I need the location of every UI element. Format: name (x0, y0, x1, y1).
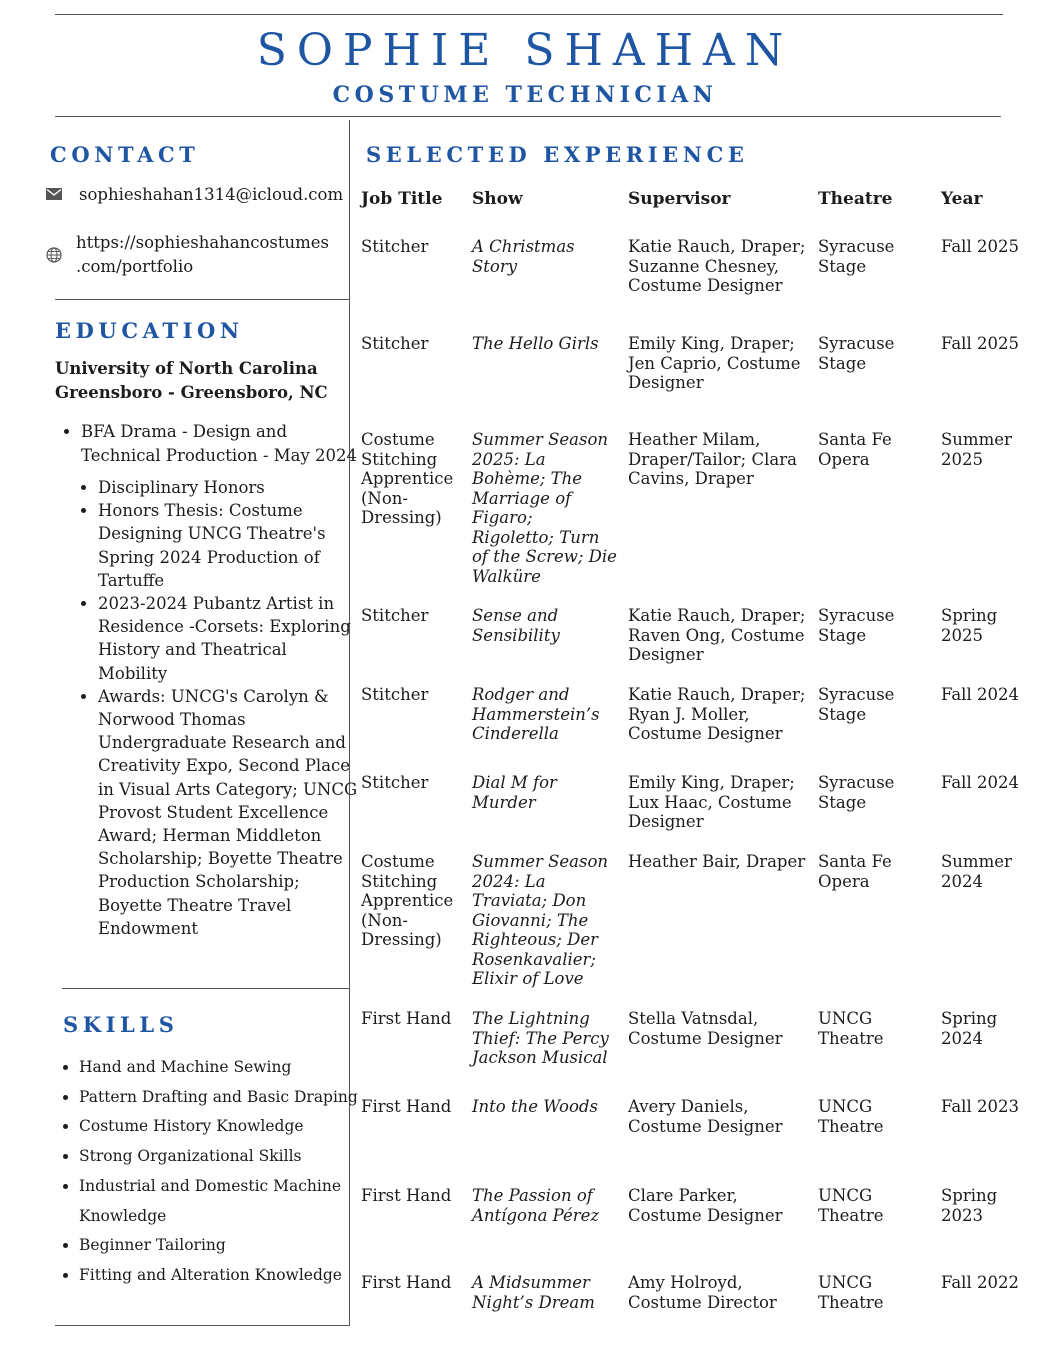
school-line-1: University of North Carolina (55, 359, 318, 378)
education-detail: • Disciplinary Honors (98, 476, 361, 499)
education-list (62, 420, 361, 940)
education-detail: • Honors Thesis: Costume Designing UNCG Theatre's Spring 2024 Production of Tartuffe (98, 499, 361, 592)
show-cell: Dial M for Murder (472, 773, 557, 812)
supervisor-cell: Emily King, Draper; Jen Caprio, Costume Designer (628, 334, 801, 392)
show-cell: The Passion of Antígona Pérez (472, 1186, 600, 1225)
resume-title: COSTUME TECHNICIAN (332, 82, 718, 108)
contact-email[interactable]: sophieshahan1314@icloud.com (79, 185, 344, 204)
skills-rule (55, 1325, 349, 1326)
job-title-cell: Costume Stitching Apprentice (Non-Dressing) (361, 430, 454, 527)
website-line-1: https://sophieshahancostumes (76, 233, 330, 252)
degree-text: BFA Drama - Design and Technical Production - May 2024 (81, 422, 358, 465)
year-cell: Summer 2025 (941, 430, 1012, 469)
supervisor-cell: Stella Vatnsdal, Costume Designer (628, 1009, 783, 1048)
education-rule (62, 988, 349, 989)
supervisor-cell: Heather Milam, Draper/Tailor; Clara Cavins, Draper (628, 430, 797, 488)
supervisor-cell: Emily King, Draper; Lux Haac, Costume Designer (628, 773, 795, 831)
show-cell: Into the Woods (472, 1097, 598, 1116)
degree-item (81, 420, 361, 940)
globe-icon (46, 247, 62, 267)
supervisor-cell: Katie Rauch, Draper; Suzanne Chesney, Costume Designer (628, 237, 806, 295)
year-cell: Fall 2025 (941, 237, 1019, 256)
column-header-job-title: Job Title (361, 189, 443, 209)
skill-item: • Industrial and Domestic Machine Knowledge (79, 1172, 364, 1231)
education-detail: • Awards: UNCG's Carolyn & Norwood Thomas Undergraduate Research and Creativity Expo, Second Place in Visual Arts Category; UNCG Provost Student Excellence Award; Herman Middleton Scholarship; Boyette Theatre Production Scholarship; Boyette Theatre Travel Endowment (98, 685, 361, 940)
theatre-cell: UNCG Theatre (818, 1097, 884, 1136)
theatre-cell: Santa Fe Opera (818, 852, 892, 891)
job-title-cell: First Hand (361, 1097, 452, 1116)
show-cell: Rodger and Hammerstein’s Cinderella (472, 685, 600, 743)
skills-list (60, 1053, 364, 1291)
column-header-theatre: Theatre (818, 189, 893, 209)
year-cell: Spring 2025 (941, 606, 998, 645)
show-cell: A Midsummer Night’s Dream (472, 1273, 595, 1312)
skill-item: • Beginner Tailoring (79, 1231, 364, 1261)
experience-heading: SELECTED EXPERIENCE (366, 142, 749, 167)
skill-item: • Fitting and Alteration Knowledge (79, 1261, 364, 1291)
show-cell: The Lightning Thief: The Percy Jackson Musical (472, 1009, 609, 1067)
theatre-cell: UNCG Theatre (818, 1009, 884, 1048)
year-cell: Fall 2025 (941, 334, 1019, 353)
contact-rule (55, 299, 349, 300)
header-rule (55, 116, 1001, 117)
contact-website[interactable] (76, 231, 346, 279)
show-cell: A Christmas Story (472, 237, 575, 276)
column-header-show: Show (472, 189, 523, 209)
education-heading: EDUCATION (55, 318, 244, 343)
skill-item: • Costume History Knowledge (79, 1112, 364, 1142)
show-cell: The Hello Girls (472, 334, 599, 353)
job-title-cell: First Hand (361, 1009, 452, 1028)
supervisor-cell: Avery Daniels, Costume Designer (628, 1097, 783, 1136)
skills-heading: SKILLS (63, 1012, 179, 1037)
supervisor-cell: Katie Rauch, Draper; Ryan J. Moller, Costume Designer (628, 685, 806, 743)
theatre-cell: Syracuse Stage (818, 334, 895, 373)
top-rule (55, 14, 1003, 15)
theatre-cell: Syracuse Stage (818, 685, 895, 724)
year-cell: Spring 2023 (941, 1186, 998, 1225)
supervisor-cell: Clare Parker, Costume Designer (628, 1186, 783, 1225)
school-name (55, 357, 345, 405)
mail-icon (46, 185, 62, 204)
skill-item: • Strong Organizational Skills (79, 1142, 364, 1172)
school-line-2: Greensboro - Greensboro, NC (55, 383, 328, 402)
skill-item: • Pattern Drafting and Basic Draping (79, 1083, 364, 1113)
supervisor-cell: Amy Holroyd, Costume Director (628, 1273, 777, 1312)
job-title-cell: First Hand (361, 1186, 452, 1205)
job-title-cell: Stitcher (361, 237, 429, 256)
theatre-cell: UNCG Theatre (818, 1273, 884, 1312)
website-line-2: .com/portfolio (76, 257, 194, 276)
column-header-supervisor: Supervisor (628, 189, 731, 209)
supervisor-cell: Katie Rauch, Draper; Raven Ong, Costume Designer (628, 606, 806, 664)
theatre-cell: Santa Fe Opera (818, 430, 892, 469)
job-title-cell: First Hand (361, 1273, 452, 1292)
resume-name: SOPHIE SHAHAN (256, 25, 794, 76)
job-title-cell: Stitcher (361, 334, 429, 353)
show-cell: Summer Season 2024: La Traviata; Don Giovanni; The Righteous; Der Rosenkavalier; Elixir of Love (472, 852, 609, 988)
year-cell: Fall 2022 (941, 1273, 1019, 1292)
year-cell: Fall 2024 (941, 685, 1019, 704)
education-detail: • 2023-2024 Pubantz Artist in Residence -Corsets: Exploring History and Theatrical Mobility (98, 592, 361, 685)
year-cell: Spring 2024 (941, 1009, 998, 1048)
job-title-cell: Stitcher (361, 606, 429, 625)
education-details (81, 476, 361, 940)
show-cell: Sense and Sensibility (472, 606, 560, 645)
year-cell: Summer 2024 (941, 852, 1012, 891)
job-title-cell: Costume Stitching Apprentice (Non-Dressing) (361, 852, 454, 949)
job-title-cell: Stitcher (361, 685, 429, 704)
supervisor-cell: Heather Bair, Draper (628, 852, 806, 871)
theatre-cell: Syracuse Stage (818, 237, 895, 276)
skill-item: • Hand and Machine Sewing (79, 1053, 364, 1083)
job-title-cell: Stitcher (361, 773, 429, 792)
theatre-cell: Syracuse Stage (818, 606, 895, 645)
theatre-cell: UNCG Theatre (818, 1186, 884, 1225)
year-cell: Fall 2023 (941, 1097, 1019, 1116)
contact-heading: CONTACT (50, 142, 200, 167)
theatre-cell: Syracuse Stage (818, 773, 895, 812)
column-header-year: Year (941, 189, 983, 209)
year-cell: Fall 2024 (941, 773, 1019, 792)
show-cell: Summer Season 2025: La Bohème; The Marriage of Figaro; Rigoletto; Turn of the Screw; Die Walküre (472, 430, 617, 586)
